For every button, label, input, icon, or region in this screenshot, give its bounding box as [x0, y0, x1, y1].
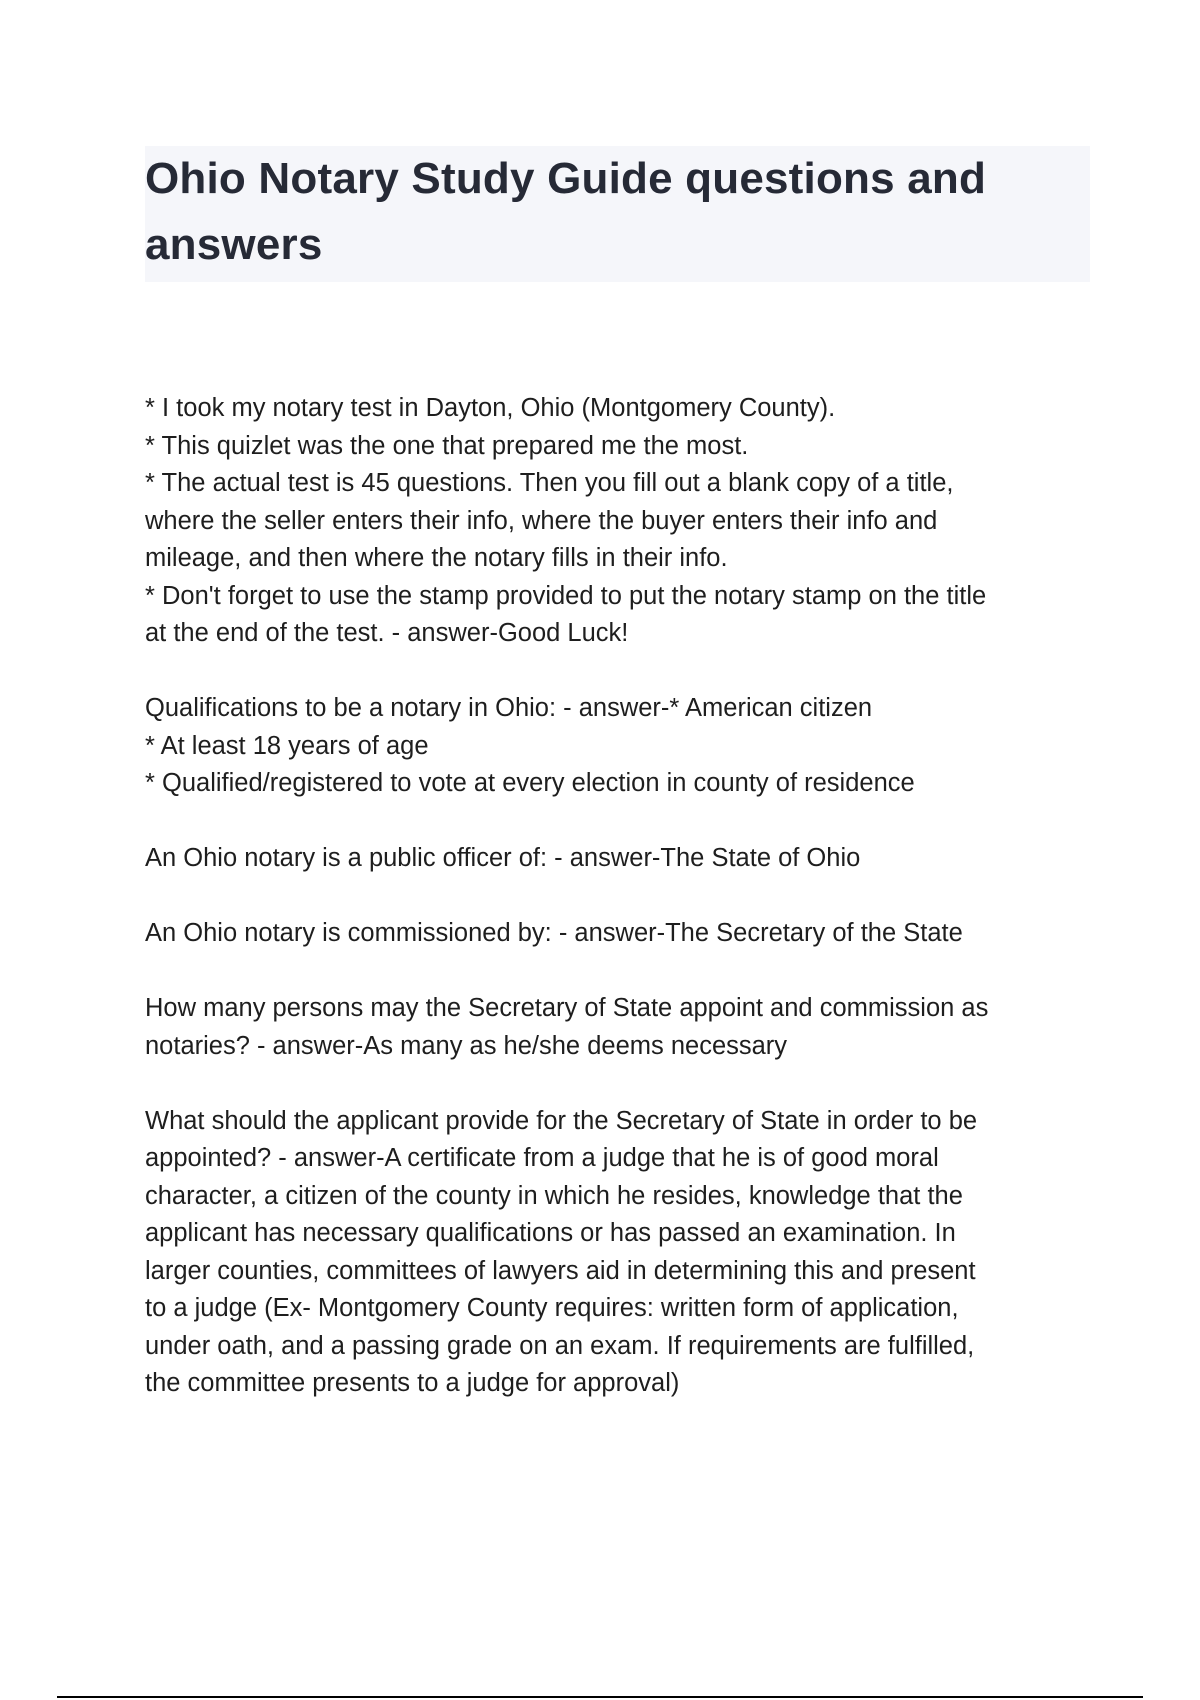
text-line: to a judge (Ex- Montgomery County requires: written form of application, [145, 1294, 959, 1322]
text-line: How many persons may the Secretary of State appoint and commission as [145, 994, 989, 1022]
title-banner [145, 146, 1090, 282]
intro-notes [145, 390, 1090, 653]
text-line: An Ohio notary is a public officer of: - answer-The State of Ohio [145, 844, 861, 872]
page-title [145, 146, 1090, 278]
text-line: What should the applicant provide for the Secretary of State in order to be [145, 1106, 978, 1135]
text-line: * Qualified/registered to vote at every election in county of residence [145, 769, 915, 797]
qa-applicant-provide [145, 1103, 1090, 1403]
text-line: * This quizlet was the one that prepared me the most. [145, 431, 749, 460]
qa-public-officer [145, 840, 1090, 878]
text-line: * The actual test is 45 questions. Then you fill out a blank copy of a title, [145, 469, 954, 497]
page-title-line: answers [145, 220, 323, 269]
text-line: notaries? - answer-As many as he/she deems necessary [145, 1031, 788, 1060]
text-line: * At least 18 years of age [145, 731, 429, 760]
text-line: appointed? - answer-A certificate from a judge that he is of good moral [145, 1144, 939, 1172]
text-line: where the seller enters their info, where the buyer enters their info and [145, 506, 938, 535]
document-body [145, 390, 1090, 1440]
text-line: An Ohio notary is commissioned by: - answer-The Secretary of the State [145, 919, 963, 947]
text-line: at the end of the test. - answer-Good Luck! [145, 619, 629, 647]
qa-qualifications [145, 690, 1090, 803]
text-line: mileage, and then where the notary fills in their info. [145, 544, 728, 572]
text-line: larger counties, committees of lawyers aid in determining this and present [145, 1256, 976, 1285]
text-line: * I took my notary test in Dayton, Ohio (Montgomery County). [145, 394, 836, 422]
page-title-line: Ohio Notary Study Guide questions and [145, 154, 987, 203]
text-line: the committee presents to a judge for approval) [145, 1369, 680, 1397]
text-line: applicant has necessary qualifications or has passed an examination. In [145, 1219, 956, 1247]
qa-how-many-persons [145, 990, 1090, 1065]
qa-commissioned-by [145, 915, 1090, 953]
text-line: under oath, and a passing grade on an exam. If requirements are fulfilled, [145, 1331, 975, 1360]
footer-divider [57, 1696, 1143, 1698]
text-line: Qualifications to be a notary in Ohio: - answer-* American citizen [145, 694, 873, 722]
text-line: character, a citizen of the county in which he resides, knowledge that the [145, 1181, 963, 1210]
text-line: * Don't forget to use the stamp provided to put the notary stamp on the title [145, 581, 987, 610]
